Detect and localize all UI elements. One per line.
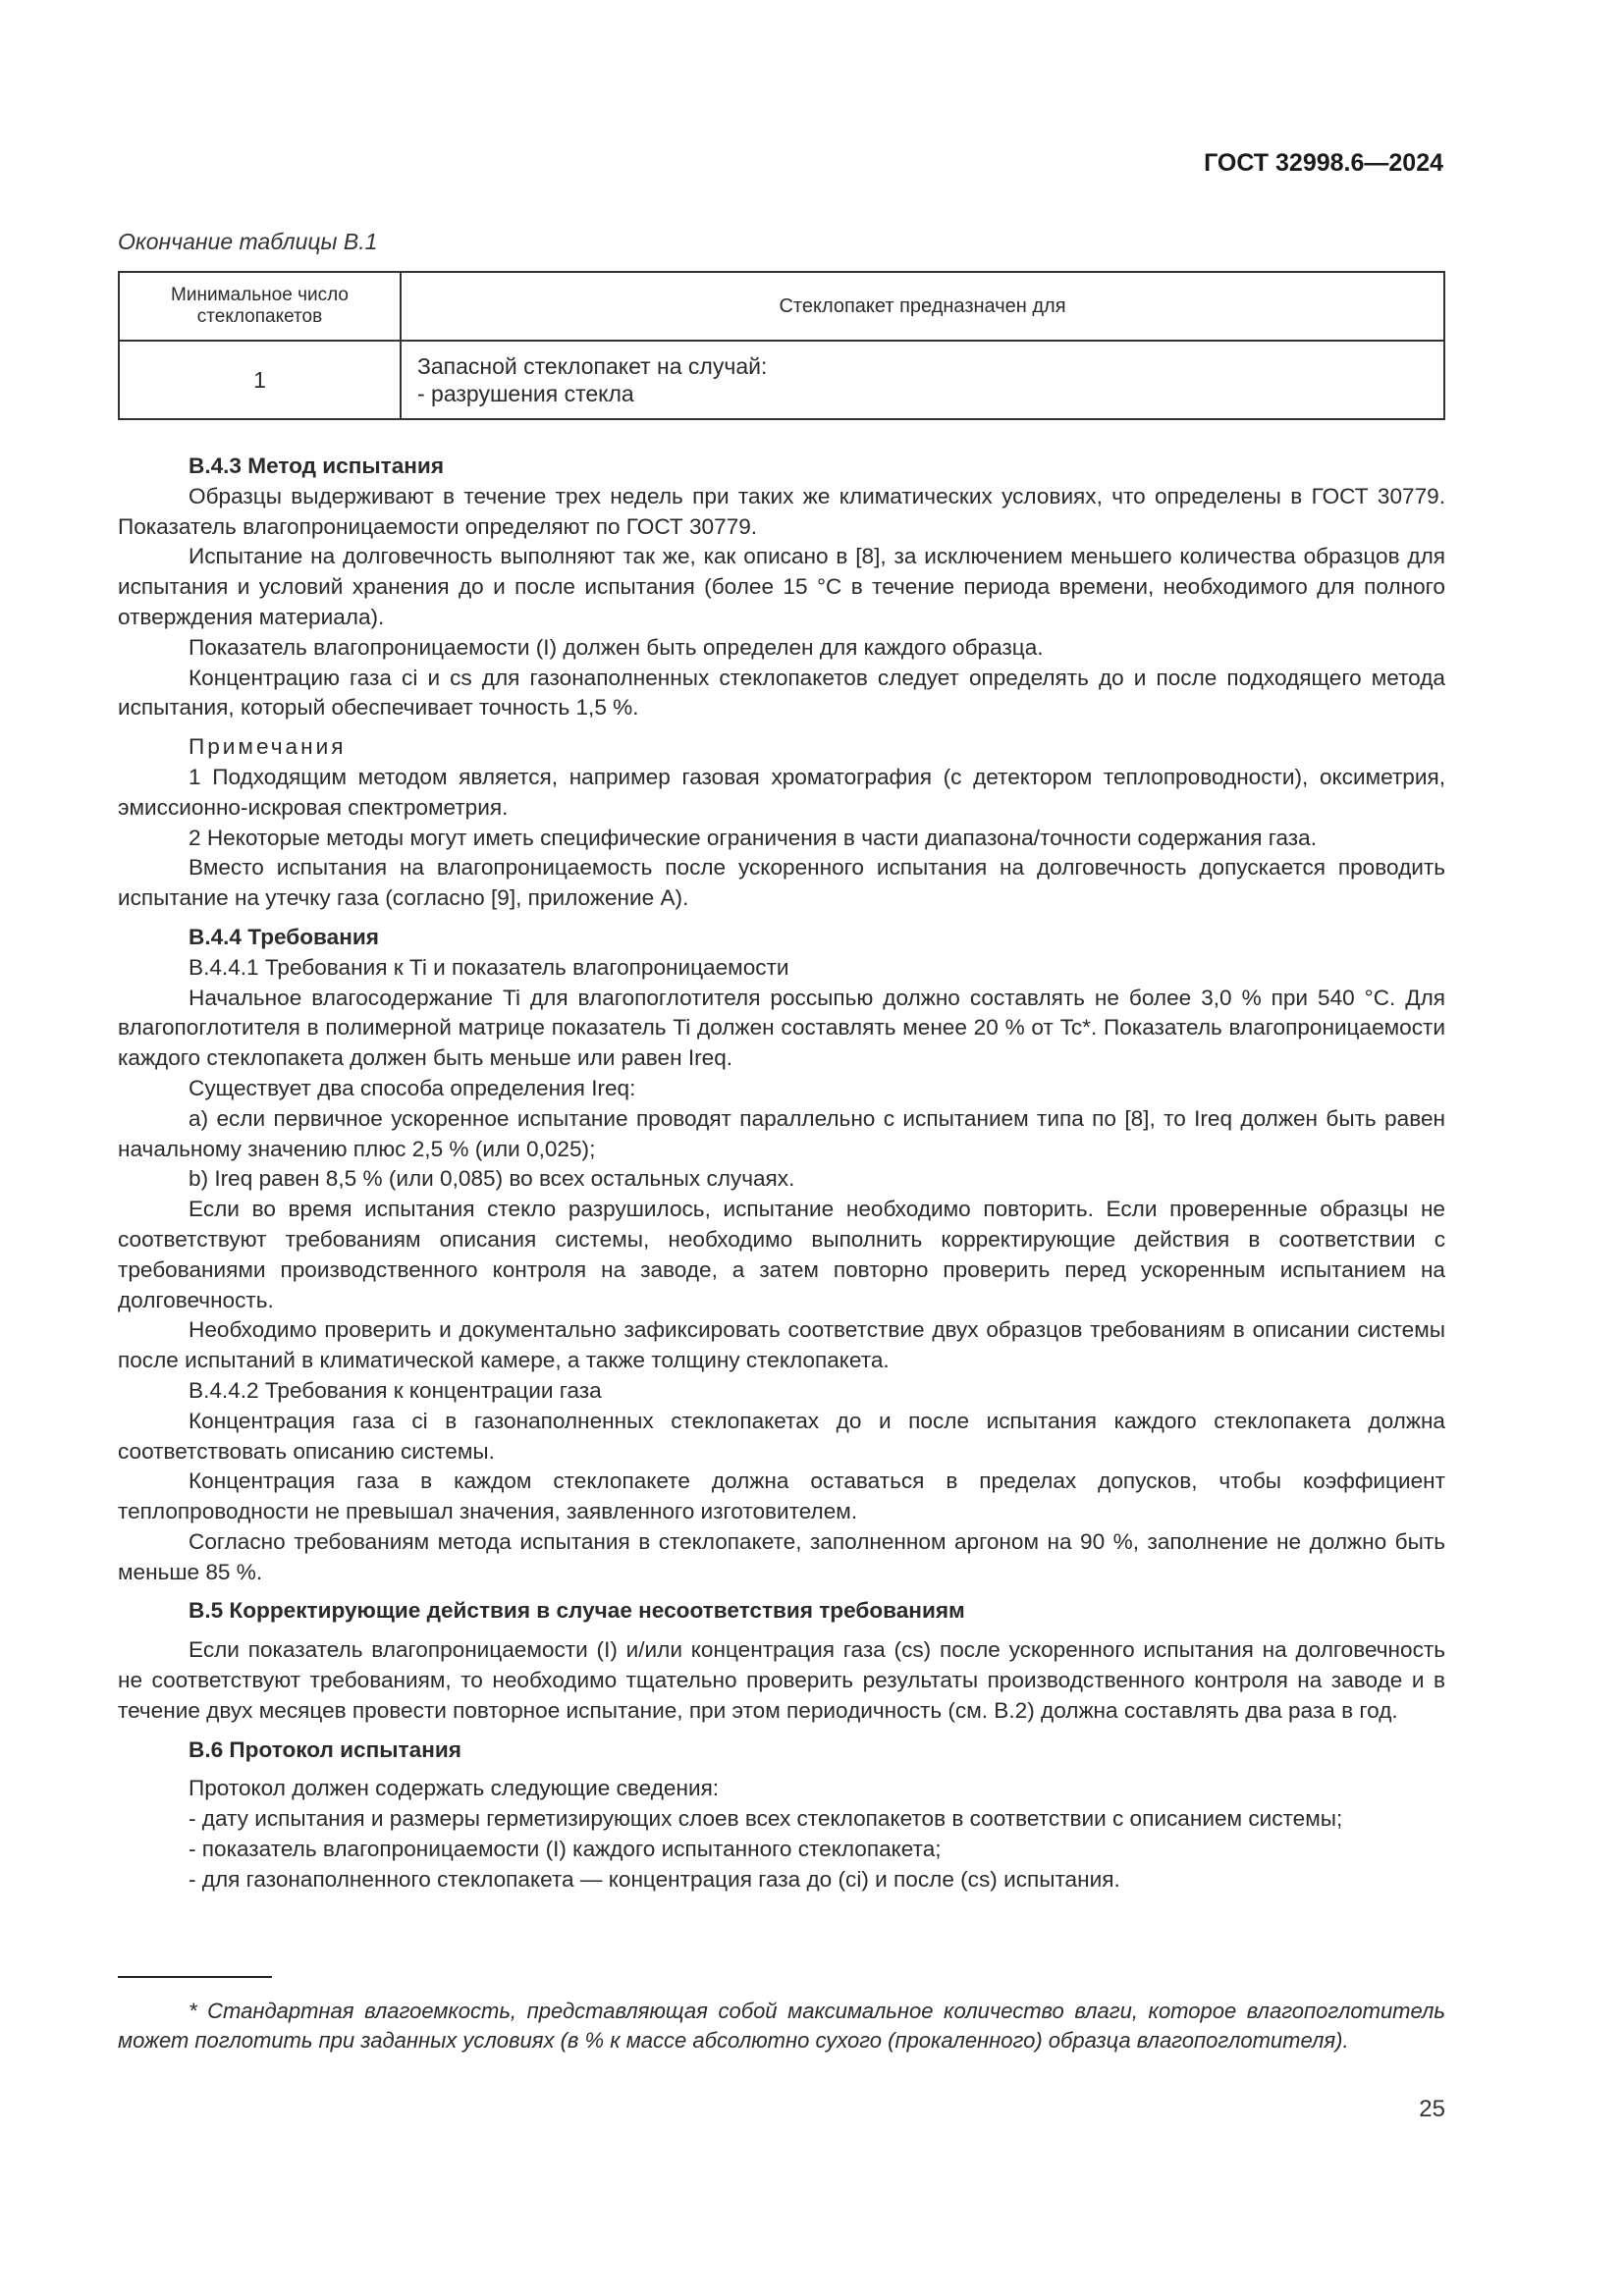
section-heading: B.5 Корректирующие действия в случае несоответствия требованиям <box>189 1598 965 1624</box>
section-heading: B.6 Протокол испытания <box>189 1736 461 1762</box>
document-header: ГОСТ 32998.6—2024 <box>1204 149 1443 177</box>
table-header-cell: Стеклопакет предназначен для <box>401 272 1444 341</box>
subsection-heading: B.4.4.1 Требования к Ti и показатель влагопроницаемости <box>189 954 789 980</box>
paragraph: Необходимо проверить и документально зафиксировать соответствие двух образцов требованиям в описании системы после испытаний в климатической камере, а также толщину стеклопакета. <box>118 1317 1445 1373</box>
paragraph: Если показатель влагопроницаемости (I) и/или концентрация газа (cs) после ускоренного испытания на долговечность не соответствуют требованиям, то необходимо тщательно проверить результаты производственного контроля на заводе и в течение двух месяцев провести повторное испытание, при этом периодичность (см. B.2) должна составлять два раза в год. <box>118 1637 1445 1723</box>
list-item: b) Ireq равен 8,5 % (или 0,085) во всех остальных случаях. <box>189 1166 795 1192</box>
paragraph: Испытание на долговечность выполняют так же, как описано в [8], за исключением меньшего количества образцов для испытания и условий хранения до и после испытания (более 15 °С в течение периода времени, необходимого для полного отверждения материала). <box>118 544 1445 629</box>
paragraph: Начальное влагосодержание Ti для влагопоглотителя россыпью должно составлять не более 3,0 % при 540 °С. Для влагопоглотителя в полимерной матрице показатель Ti должен составлять менее 20 % от Tc*. Показатель влагопроницаемости каждого стеклопакета должен быть меньше или равен Ireq. <box>118 985 1445 1071</box>
list-item: - для газонаполненного стеклопакета — концентрация газа до (ci) и после (cs) испытания. <box>189 1866 1120 1892</box>
paragraph: Если во время испытания стекло разрушилось, испытание необходимо повторить. Если проверенные образцы не соответствуют требованиям описания системы, необходимо выполнить корректирующие действия в соответствии с требованиями производственного контроля на заводе, а затем повторно проверить перед ускоренным испытанием на долговечность. <box>118 1197 1445 1312</box>
table-cell-count: 1 <box>119 341 401 419</box>
notes-heading: Примечания <box>189 734 347 760</box>
list-item: - показатель влагопроницаемости (I) каждого испытанного стеклопакета; <box>189 1837 942 1862</box>
paragraph: Вместо испытания на влагопроницаемость после ускоренного испытания на долговечность допускается проводить испытание на утечку газа (согласно [9], приложение А). <box>118 855 1445 911</box>
section-heading: B.4.3 Метод испытания <box>189 454 445 478</box>
paragraph: Концентрацию газа ci и cs для газонаполненных стеклопакетов следует определять до и после подходящего метода испытания, который обеспечивает точность 1,5 %. <box>118 665 1445 721</box>
paragraph: Протокол должен содержать следующие сведения: <box>189 1776 720 1801</box>
list-item: a) если первичное ускоренное испытание проводят параллельно с испытанием типа по [8], то Ireq должен быть равен начальному значению плюс 2,5 % (или 0,025); <box>118 1105 1445 1161</box>
table-header-row <box>119 272 1444 341</box>
footnote: * Стандартная влагоемкость, представляющая собой максимальное количество влаги, которое влагопоглотитель может поглотить при заданных условиях (в % к массе абсолютно сухого (прокаленного) образца влагопоглотителя). <box>118 1999 1445 2053</box>
table-header-cell: Минимальное число стеклопакетов <box>119 272 401 341</box>
document-body <box>118 452 1445 1896</box>
requirements-table <box>118 271 1445 420</box>
note-item: 2 Некоторые методы могут иметь специфические ограничения в части диапазона/точности содержания газа. <box>189 825 1317 850</box>
footnote-separator <box>118 1976 272 1978</box>
list-item: - дату испытания и размеры герметизирующих слоев всех стеклопакетов в соответствии с описанием системы; <box>189 1806 1343 1832</box>
page-number: 25 <box>1419 2096 1445 2122</box>
table-caption: Окончание таблицы В.1 <box>118 229 378 254</box>
paragraph: Согласно требованиям метода испытания в стеклопакете, заполненном аргоном на 90 %, заполнение не должно быть меньше 85 %. <box>118 1528 1445 1584</box>
table-cell-line: - разрушения стекла <box>417 381 634 406</box>
subsection-heading: B.4.4.2 Требования к концентрации газа <box>189 1377 602 1403</box>
paragraph: Существует два способа определения Ireq: <box>189 1075 636 1100</box>
paragraph: Концентрация газа ci в газонаполненных стеклопакетах до и после испытания каждого стеклопакета должна соответствовать описанию системы. <box>118 1408 1445 1464</box>
table-cell-purpose <box>401 341 1444 419</box>
table-cell-line: Запасной стеклопакет на случай: <box>417 353 768 379</box>
note-item: 1 Подходящим методом является, например газовая хроматография (с детектором теплопроводности), оксиметрия, эмиссионно-искровая спектрометрия. <box>118 764 1445 820</box>
paragraph: Показатель влагопроницаемости (I) должен быть определен для каждого образца. <box>189 634 1044 660</box>
table-row <box>119 341 1444 419</box>
section-heading: B.4.4 Требования <box>189 924 379 949</box>
paragraph: Концентрация газа в каждом стеклопакете должна оставаться в пределах допусков, чтобы коэффициент теплопроводности не превышал значения, заявленного изготовителем. <box>118 1468 1445 1524</box>
paragraph: Образцы выдерживают в течение трех недель при таких же климатических условиях, что определены в ГОСТ 30779. Показатель влагопроницаемости определяют по ГОСТ 30779. <box>118 483 1445 539</box>
